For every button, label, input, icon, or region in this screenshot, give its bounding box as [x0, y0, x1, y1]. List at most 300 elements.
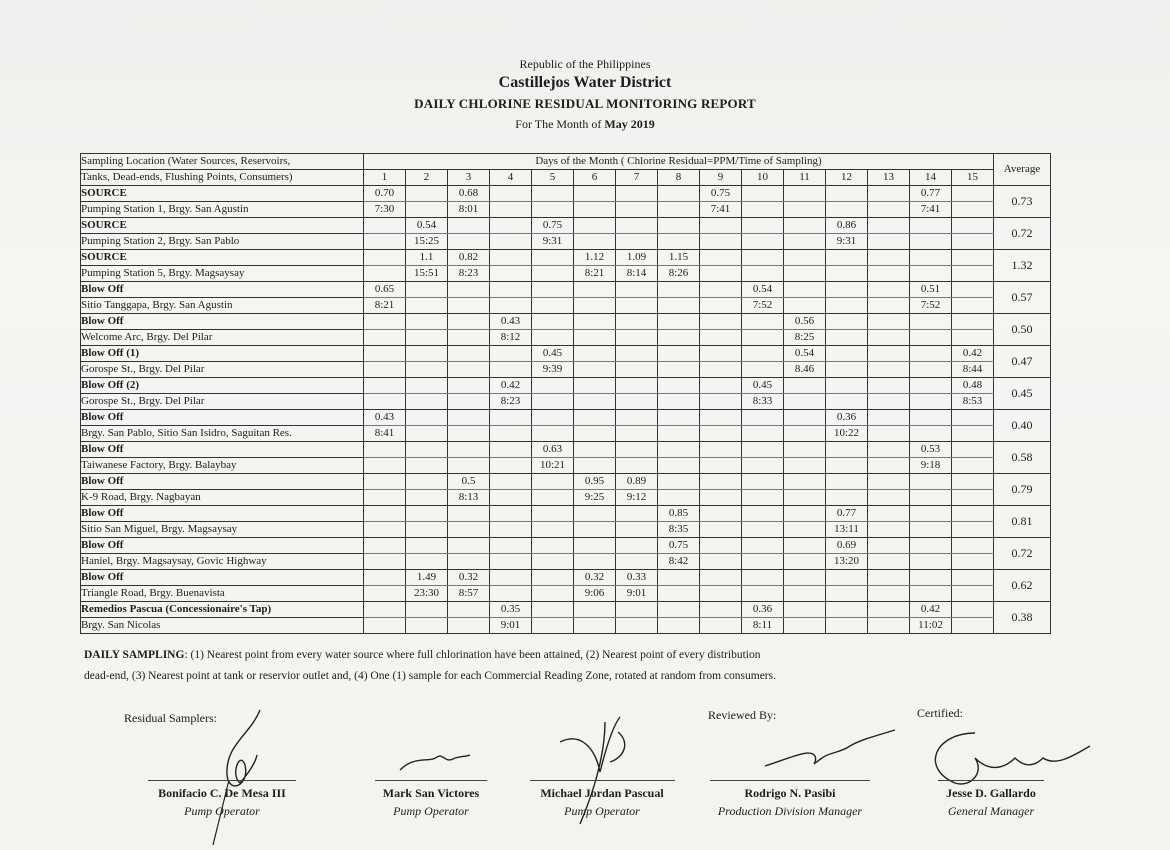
signature-mark-2	[395, 745, 475, 775]
table-row	[81, 410, 1051, 426]
signature-line-5	[938, 780, 1044, 781]
ppm-cell	[784, 538, 826, 554]
residual-samplers-label: Residual Samplers:	[124, 711, 217, 725]
location-name: Gorospe St., Brgy. Del Pilar	[81, 362, 364, 378]
ppm-cell	[868, 410, 910, 426]
day-header-10: 10	[742, 170, 784, 186]
ppm-cell	[742, 410, 784, 426]
location-type-label: Blow Off	[81, 474, 124, 487]
ppm-cell: 0.63	[532, 442, 574, 458]
time-cell	[406, 426, 448, 442]
ppm-cell	[574, 538, 616, 554]
ppm-cell: 0.69	[826, 538, 868, 554]
time-cell	[658, 618, 700, 634]
time-cell	[532, 618, 574, 634]
ppm-cell: 0.33	[616, 570, 658, 586]
ppm-cell	[700, 282, 742, 298]
time-cell	[868, 554, 910, 570]
ppm-cell	[700, 570, 742, 586]
signatory-role-5: General Manager	[947, 804, 1035, 818]
ppm-cell	[532, 282, 574, 298]
time-cell	[952, 234, 994, 250]
signatory-role-3: Pump Operator	[564, 804, 640, 818]
ppm-cell	[910, 314, 952, 330]
time-cell	[616, 202, 658, 218]
time-cell	[658, 426, 700, 442]
time-cell	[742, 266, 784, 282]
location-type	[81, 474, 364, 490]
ppm-cell	[490, 250, 532, 266]
time-cell	[490, 234, 532, 250]
day-header-8: 8	[658, 170, 700, 186]
ppm-cell	[616, 442, 658, 458]
ppm-cell	[952, 474, 994, 490]
time-cell	[490, 490, 532, 506]
time-cell: 8:42	[658, 554, 700, 570]
time-cell: 7:41	[700, 202, 742, 218]
ppm-cell	[574, 410, 616, 426]
ppm-cell	[826, 314, 868, 330]
signature-line-3	[530, 780, 675, 781]
time-cell	[364, 490, 406, 506]
ppm-cell	[910, 506, 952, 522]
average-cell: 0.38	[994, 602, 1051, 634]
time-cell	[868, 330, 910, 346]
time-cell	[868, 426, 910, 442]
location-type	[81, 602, 364, 618]
ppm-cell	[742, 250, 784, 266]
time-cell	[868, 394, 910, 410]
ppm-cell	[490, 570, 532, 586]
ppm-cell: 0.54	[742, 282, 784, 298]
time-cell	[868, 586, 910, 602]
average-cell: 0.57	[994, 282, 1051, 314]
certified-label: Certified:	[917, 706, 963, 720]
ppm-cell	[910, 378, 952, 394]
ppm-cell	[826, 282, 868, 298]
ppm-cell	[868, 218, 910, 234]
location-name: Welcome Arc, Brgy. Del Pilar	[81, 330, 364, 346]
time-cell	[490, 554, 532, 570]
average-cell: 0.40	[994, 410, 1051, 442]
time-cell	[910, 522, 952, 538]
ppm-cell	[952, 570, 994, 586]
time-cell	[364, 266, 406, 282]
time-cell	[826, 458, 868, 474]
ppm-cell	[616, 282, 658, 298]
location-type	[81, 378, 364, 394]
table-row	[81, 298, 1051, 314]
ppm-cell	[910, 346, 952, 362]
time-cell	[574, 202, 616, 218]
time-cell	[532, 202, 574, 218]
ppm-cell	[532, 378, 574, 394]
time-cell	[616, 394, 658, 410]
ppm-cell	[616, 506, 658, 522]
time-cell	[406, 330, 448, 346]
table-row	[81, 378, 1051, 394]
days-header: Days of the Month ( Chlorine Residual=PPM/Time of Sampling)	[364, 154, 994, 170]
ppm-cell	[910, 410, 952, 426]
ppm-cell	[826, 186, 868, 202]
ppm-cell	[490, 282, 532, 298]
location-name: Taiwanese Factory, Brgy. Balaybay	[81, 458, 364, 474]
ppm-cell	[532, 602, 574, 618]
time-cell	[532, 266, 574, 282]
time-cell: 8:25	[784, 330, 826, 346]
ppm-cell: 0.54	[784, 346, 826, 362]
location-name: Triangle Road, Brgy. Buenavista	[81, 586, 364, 602]
table-row	[81, 442, 1051, 458]
time-cell	[742, 522, 784, 538]
time-cell	[700, 458, 742, 474]
time-cell	[910, 330, 952, 346]
table-row	[81, 266, 1051, 282]
location-type-label: Remedios Pascua (Concessionaire's Tap)	[81, 602, 272, 615]
day-header-11: 11	[784, 170, 826, 186]
signature-mark-1	[205, 705, 275, 845]
time-cell	[406, 458, 448, 474]
time-cell	[784, 426, 826, 442]
ppm-cell	[616, 378, 658, 394]
average-cell: 0.62	[994, 570, 1051, 602]
ppm-cell	[742, 346, 784, 362]
time-cell	[910, 426, 952, 442]
ppm-cell	[406, 314, 448, 330]
ppm-cell	[742, 474, 784, 490]
time-cell	[952, 522, 994, 538]
average-cell: 0.81	[994, 506, 1051, 538]
time-cell	[700, 522, 742, 538]
table-row	[81, 394, 1051, 410]
signatory-role-2: Pump Operator	[393, 804, 469, 818]
location-name: Haniel, Brgy. Magsaysay, Govic Highway	[81, 554, 364, 570]
reviewed-by-label: Reviewed By:	[708, 708, 777, 722]
ppm-cell	[532, 410, 574, 426]
header-month	[0, 117, 1170, 132]
time-cell: 8:21	[574, 266, 616, 282]
time-cell	[616, 426, 658, 442]
ppm-cell	[826, 346, 868, 362]
location-type-label: Blow Off	[81, 442, 124, 455]
time-cell: 8:12	[490, 330, 532, 346]
ppm-cell	[784, 282, 826, 298]
time-cell: 9:01	[616, 586, 658, 602]
ppm-cell	[658, 186, 700, 202]
daily-sampling-text-1: : (1) Nearest point from every water source where full chlorination have been attained, (2) Nearest point of every distribution	[184, 649, 761, 661]
ppm-cell	[784, 506, 826, 522]
average-cell: 0.50	[994, 314, 1051, 346]
ppm-cell	[490, 186, 532, 202]
ppm-cell	[868, 570, 910, 586]
time-cell	[784, 394, 826, 410]
time-cell	[406, 362, 448, 378]
time-cell: 8:21	[364, 298, 406, 314]
ppm-cell	[700, 506, 742, 522]
table-row	[81, 282, 1051, 298]
ppm-cell	[868, 474, 910, 490]
location-name: Pumping Station 5, Brgy. Magsaysay	[81, 266, 364, 282]
time-cell: 7:41	[910, 202, 952, 218]
ppm-cell	[868, 186, 910, 202]
ppm-cell	[406, 186, 448, 202]
ppm-cell	[406, 282, 448, 298]
time-cell	[784, 202, 826, 218]
time-cell	[826, 330, 868, 346]
ppm-cell	[490, 410, 532, 426]
ppm-cell	[574, 442, 616, 458]
time-cell	[826, 298, 868, 314]
ppm-cell	[574, 378, 616, 394]
location-type	[81, 570, 364, 586]
time-cell	[490, 362, 532, 378]
location-type	[81, 282, 364, 298]
ppm-cell: 0.75	[700, 186, 742, 202]
ppm-cell	[700, 314, 742, 330]
time-cell	[406, 394, 448, 410]
time-cell	[574, 234, 616, 250]
signature-line-1	[148, 780, 296, 781]
time-cell	[658, 458, 700, 474]
location-type	[81, 186, 364, 202]
ppm-cell	[658, 602, 700, 618]
time-cell	[574, 458, 616, 474]
location-type	[81, 346, 364, 362]
ppm-cell	[700, 378, 742, 394]
time-cell	[700, 426, 742, 442]
header-report-title: DAILY CHLORINE RESIDUAL MONITORING REPORT	[414, 96, 756, 111]
table-row	[81, 586, 1051, 602]
time-cell	[490, 458, 532, 474]
time-cell	[658, 202, 700, 218]
ppm-cell	[616, 538, 658, 554]
ppm-cell	[826, 602, 868, 618]
time-cell	[784, 554, 826, 570]
table-row	[81, 458, 1051, 474]
table-row	[81, 490, 1051, 506]
location-type-label: Blow Off	[81, 506, 124, 519]
ppm-cell: 1.09	[616, 250, 658, 266]
location-name: Pumping Station 1, Brgy. San Agustin	[81, 202, 364, 218]
ppm-cell: 0.42	[952, 346, 994, 362]
ppm-cell: 0.45	[742, 378, 784, 394]
time-cell	[826, 362, 868, 378]
time-cell	[868, 202, 910, 218]
time-cell: 10:21	[532, 458, 574, 474]
time-cell	[700, 266, 742, 282]
time-cell	[784, 458, 826, 474]
location-type	[81, 218, 364, 234]
location-type	[81, 538, 364, 554]
time-cell	[658, 330, 700, 346]
ppm-cell	[784, 602, 826, 618]
table-row	[81, 362, 1051, 378]
time-cell	[952, 266, 994, 282]
time-cell	[616, 458, 658, 474]
ppm-cell: 1.12	[574, 250, 616, 266]
ppm-cell: 1.49	[406, 570, 448, 586]
ppm-cell: 0.53	[910, 442, 952, 458]
time-cell	[700, 362, 742, 378]
ppm-cell: 0.43	[490, 314, 532, 330]
time-cell	[448, 522, 490, 538]
day-header-2: 2	[406, 170, 448, 186]
time-cell	[532, 586, 574, 602]
ppm-cell: 1.15	[658, 250, 700, 266]
location-name: Sitio San Miguel, Brgy. Magsaysay	[81, 522, 364, 538]
time-cell	[658, 490, 700, 506]
ppm-cell: 0.48	[952, 378, 994, 394]
time-cell: 9:01	[490, 618, 532, 634]
ppm-cell	[658, 282, 700, 298]
ppm-cell	[658, 570, 700, 586]
table-row	[81, 426, 1051, 442]
table-row	[81, 474, 1051, 490]
time-cell	[406, 490, 448, 506]
table-row	[81, 330, 1051, 346]
time-cell: 8.46	[784, 362, 826, 378]
day-header-12: 12	[826, 170, 868, 186]
day-header-7: 7	[616, 170, 658, 186]
ppm-cell	[448, 442, 490, 458]
ppm-cell	[616, 346, 658, 362]
time-cell	[616, 554, 658, 570]
location-type-label: Blow Off	[81, 570, 124, 583]
daily-sampling-label: DAILY SAMPLING	[84, 649, 185, 661]
time-cell: 9:39	[532, 362, 574, 378]
average-cell: 1.32	[994, 250, 1051, 282]
signatory-name-2: Mark San Victores	[382, 786, 480, 800]
ppm-cell	[532, 538, 574, 554]
ppm-cell	[742, 218, 784, 234]
time-cell	[658, 234, 700, 250]
ppm-cell	[448, 346, 490, 362]
time-cell	[448, 298, 490, 314]
ppm-cell	[448, 378, 490, 394]
day-header-5: 5	[532, 170, 574, 186]
ppm-cell	[868, 346, 910, 362]
ppm-cell	[700, 474, 742, 490]
time-cell	[406, 202, 448, 218]
day-header-6: 6	[574, 170, 616, 186]
signatory-name-3: Michael Jordan Pascual	[540, 786, 664, 800]
time-cell	[448, 394, 490, 410]
time-cell	[826, 394, 868, 410]
table-row	[81, 234, 1051, 250]
time-cell	[574, 522, 616, 538]
location-type-label: SOURCE	[81, 250, 127, 263]
ppm-cell	[364, 602, 406, 618]
ppm-cell	[742, 442, 784, 458]
ppm-cell	[490, 506, 532, 522]
time-cell	[532, 554, 574, 570]
time-cell: 15:51	[406, 266, 448, 282]
time-cell	[364, 618, 406, 634]
table-row	[81, 602, 1051, 618]
ppm-cell	[532, 186, 574, 202]
time-cell	[700, 330, 742, 346]
location-type-label: Blow Off (1)	[81, 346, 140, 359]
ppm-cell	[406, 410, 448, 426]
ppm-cell	[616, 410, 658, 426]
signatory-role-4: Production Division Manager	[717, 804, 863, 818]
time-cell	[532, 330, 574, 346]
signatory-name-1: Bonifacio C. De Mesa III	[158, 786, 286, 800]
time-cell: 9:12	[616, 490, 658, 506]
table-row	[81, 186, 1051, 202]
ppm-cell	[448, 314, 490, 330]
time-cell	[742, 202, 784, 218]
average-cell: 0.73	[994, 186, 1051, 218]
average-cell: 0.72	[994, 218, 1051, 250]
location-type-label: SOURCE	[81, 218, 127, 231]
ppm-cell	[742, 538, 784, 554]
ppm-cell	[574, 218, 616, 234]
ppm-cell	[574, 314, 616, 330]
location-type	[81, 442, 364, 458]
ppm-cell	[952, 186, 994, 202]
time-cell: 8:23	[490, 394, 532, 410]
time-cell: 8:53	[952, 394, 994, 410]
day-header-1: 1	[364, 170, 406, 186]
time-cell: 23:30	[406, 586, 448, 602]
ppm-cell	[700, 218, 742, 234]
ppm-cell	[952, 506, 994, 522]
ppm-cell	[658, 346, 700, 362]
ppm-cell	[700, 602, 742, 618]
table-row	[81, 538, 1051, 554]
time-cell	[364, 586, 406, 602]
chlorine-residual-table	[80, 153, 1051, 634]
ppm-cell	[658, 410, 700, 426]
ppm-cell	[364, 506, 406, 522]
signature-line-4	[710, 780, 870, 781]
location-type-label: Blow Off	[81, 282, 124, 295]
ppm-cell	[532, 474, 574, 490]
table-row	[81, 506, 1051, 522]
ppm-cell	[826, 378, 868, 394]
average-cell: 0.45	[994, 378, 1051, 410]
time-cell: 7:30	[364, 202, 406, 218]
time-cell: 15:25	[406, 234, 448, 250]
table-row	[81, 314, 1051, 330]
signature-mark-4	[760, 728, 900, 778]
ppm-cell	[532, 250, 574, 266]
time-cell	[406, 522, 448, 538]
ppm-cell	[490, 442, 532, 458]
time-cell: 8:01	[448, 202, 490, 218]
ppm-cell	[784, 186, 826, 202]
ppm-cell	[910, 570, 952, 586]
time-cell: 9:31	[826, 234, 868, 250]
time-cell	[616, 362, 658, 378]
ppm-cell	[532, 570, 574, 586]
ppm-cell: 0.43	[364, 410, 406, 426]
time-cell: 10:22	[826, 426, 868, 442]
ppm-cell: 0.65	[364, 282, 406, 298]
ppm-cell	[364, 378, 406, 394]
ppm-cell	[574, 282, 616, 298]
ppm-cell	[868, 538, 910, 554]
time-cell	[826, 618, 868, 634]
time-cell	[574, 330, 616, 346]
time-cell	[868, 266, 910, 282]
daily-sampling-note-1	[84, 649, 761, 661]
ppm-cell	[448, 538, 490, 554]
time-cell	[574, 554, 616, 570]
location-type	[81, 314, 364, 330]
header-republic: Republic of the Philippines	[519, 57, 651, 71]
